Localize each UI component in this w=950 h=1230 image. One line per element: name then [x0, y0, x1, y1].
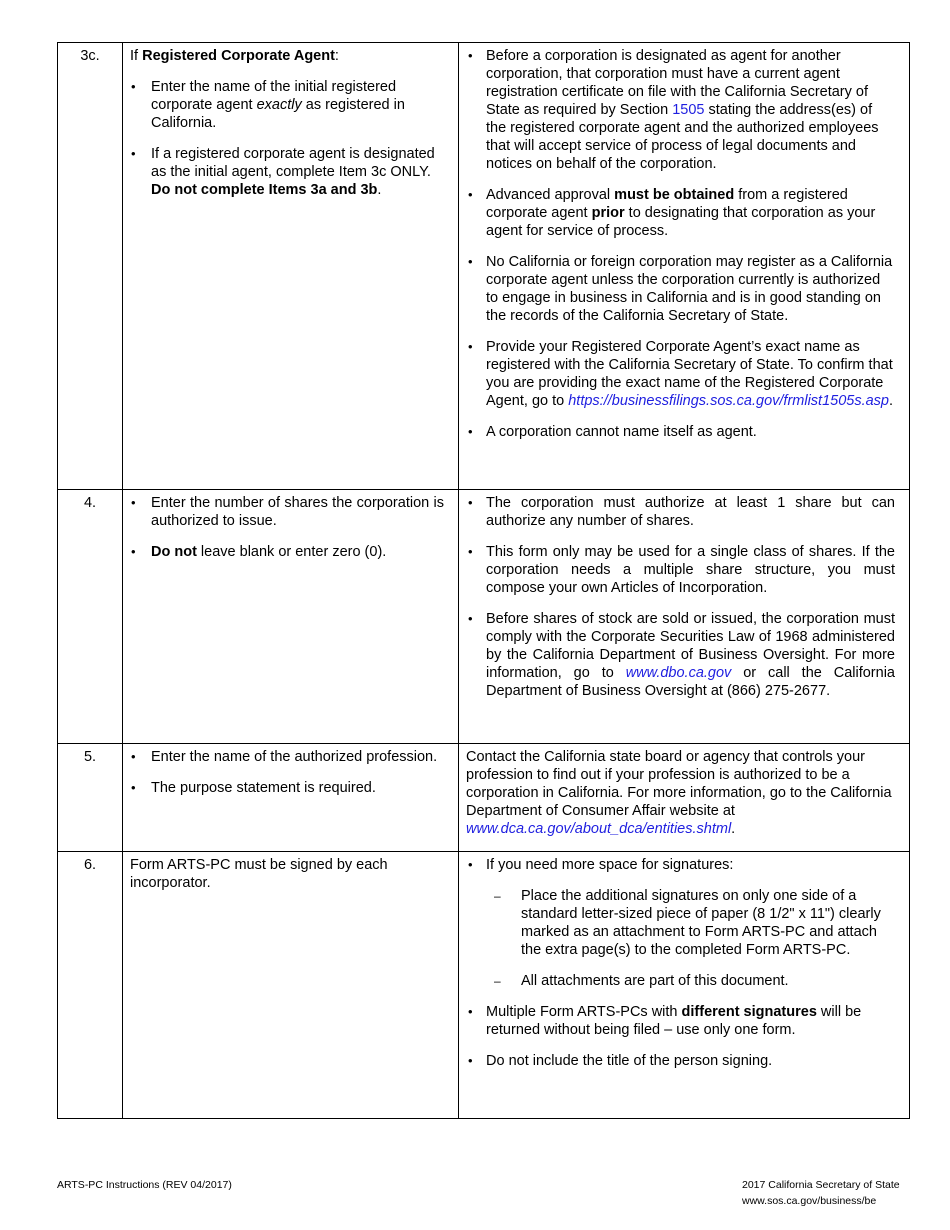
list-item: • Multiple Form ARTS-PCs with different signatures will be returned without being filed – use only one form.: [486, 1003, 895, 1039]
list-item: • No California or foreign corporation may register as a California corporate agent unless the corporation currently is authorized to engage in business in California and is in good standing on the records of the California Secretary of State.: [486, 253, 895, 325]
list-item: • Enter the number of shares the corporation is authorized to issue.: [151, 494, 444, 530]
item-number: 4.: [58, 490, 123, 744]
details-text: Contact the California state board or agency that controls your profession to find out if your profession is authorized to be a corporation in California. For more information, go to the California Department of Consumer Affair website at www.dca.ca.gov/about_dca/entities.shtml.: [466, 749, 892, 837]
details-list: [466, 47, 895, 441]
item-number: 6.: [58, 852, 123, 1119]
list-item: • If a registered corporate agent is designated as the initial agent, complete Item 3c ONLY. Do not complete Items 3a and 3b.: [151, 145, 444, 199]
table-row: [58, 852, 910, 1119]
item-details: [459, 852, 910, 1119]
list-item: • A corporation cannot name itself as agent.: [486, 423, 895, 441]
list-item: • The corporation must authorize at least 1 share but can authorize any number of shares.: [486, 494, 895, 530]
section-1505-link[interactable]: 1505: [672, 102, 705, 118]
item-instruction: [123, 744, 459, 852]
intro-text: If Registered Corporate Agent:: [130, 48, 339, 64]
details-list: [466, 856, 895, 1070]
list-item: • The purpose statement is required.: [151, 779, 444, 797]
item-details: [459, 490, 910, 744]
instruction-text: Form ARTS-PC must be signed by each incorporator.: [130, 857, 388, 891]
frmlist1505s-link[interactable]: https://businessfilings.sos.ca.gov/frmlist1505s.asp: [568, 393, 889, 409]
table-row: [58, 744, 910, 852]
sub-list-item: – Place the additional signatures on only one side of a standard letter-sized piece of paper (8 1/2" x 11") clearly marked as an attachment to Form ARTS-PC and attach the extra page(s) to the completed Form ARTS-PC.: [521, 887, 895, 959]
table-row: [58, 490, 910, 744]
list-item: • Before shares of stock are sold or issued, the corporation must comply with the Corporate Securities Law of 1968 administered by the California Department of Business Oversight. For more information, go to www.dbo.ca.gov or call the California Department of Business Oversight at (866) 275-2677.: [486, 610, 895, 700]
list-item: • This form only may be used for a single class of shares. If the corporation needs a multiple share structure, you must compose your own Articles of Incorporation.: [486, 543, 895, 597]
table-row: [58, 43, 910, 490]
item-number: 5.: [58, 744, 123, 852]
list-item: • Provide your Registered Corporate Agent’s exact name as registered with the California Secretary of State. To confirm that you are providing the exact name of the Registered Corporate Agent, go to https://businessfilings.sos.ca.gov/frmlist1505s.asp.: [486, 338, 895, 410]
item-details: [459, 744, 910, 852]
details-list: [466, 494, 895, 700]
list-item: • Advanced approval must be obtained from a registered corporate agent prior to designating that corporation as your agent for service of process.: [486, 186, 895, 240]
sub-list: [486, 887, 895, 990]
footer-website: www.sos.ca.gov/business/be: [742, 1195, 877, 1207]
list-item: • Do not include the title of the person signing.: [486, 1052, 895, 1070]
item-instruction: [123, 852, 459, 1119]
footer-publisher: [742, 1177, 900, 1209]
instructions-table: [57, 42, 910, 1119]
list-item: • If you need more space for signatures: – Place the additional signatures on only one side of a standard letter-sized piece of paper (8 1/2" x 11") clearly marked as an attachment to Form ARTS-PC and attach the extra page(s) to the completed Form ARTS-PC. – All attachments are part of this document.: [486, 856, 895, 990]
list-item: • Enter the name of the initial registered corporate agent exactly as registered in California.: [151, 78, 444, 132]
footer-form-revision: ARTS-PC Instructions (REV 04/2017): [57, 1179, 232, 1191]
footer-copyright: 2017 California Secretary of State: [742, 1179, 900, 1191]
item-number: 3c.: [58, 43, 123, 490]
list-item: • Before a corporation is designated as agent for another corporation, that corporation must have a current agent registration certificate on file with the California Secretary of State as required by Section 1505 stating the address(es) of the registered corporate agent and the authorized employees that will accept service of process of legal documents and notices on behalf of the corporation.: [486, 47, 895, 173]
item-instruction: [123, 43, 459, 490]
item-details: [459, 43, 910, 490]
instruction-list: [130, 78, 444, 199]
instruction-list: [130, 494, 444, 561]
sub-list-item: – All attachments are part of this document.: [521, 972, 895, 990]
list-item: • Do not leave blank or enter zero (0).: [151, 543, 444, 561]
instruction-list: [130, 748, 444, 797]
item-instruction: [123, 490, 459, 744]
dca-link[interactable]: www.dca.ca.gov/about_dca/entities.shtml: [466, 821, 732, 837]
list-item: • Enter the name of the authorized profession.: [151, 748, 444, 766]
dbo-link[interactable]: www.dbo.ca.gov: [625, 665, 732, 681]
